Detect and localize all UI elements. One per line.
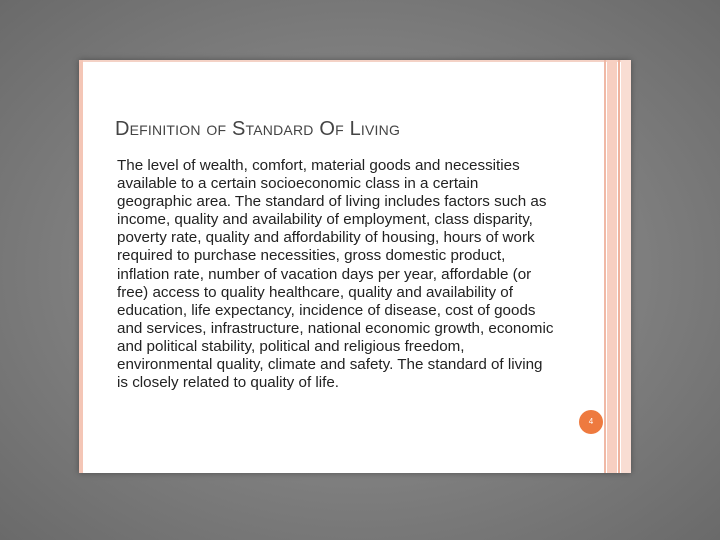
- slide: [79, 60, 631, 473]
- slide-body-text: The level of wealth, comfort, material goods and necessities available to a certain socioeconomic class in a certain geographic area. The standard of living includes factors such as income, quality and availability of employment, class disparity, poverty rate, quality and affordability of housing, hours of work required to purchase necessities, gross domestic product, inflation rate, number of vacation days per year, affordable (or free) access to quality healthcare, quality and availability of education, life expectancy, incidence of disease, cost of goods and services, infrastructure, national economic growth, economic and political stability, political and religious freedom, environmental quality, climate and safety. The standard of living is closely related to quality of life.: [117, 157, 554, 392]
- slide-left-border: [79, 60, 83, 473]
- slide-top-border: [79, 60, 631, 62]
- decorative-band: [621, 60, 631, 473]
- decorative-band: [618, 60, 620, 473]
- decorative-band: [607, 60, 617, 473]
- slide-title: Definition of Standard Of Living: [115, 118, 401, 140]
- decorative-band: [604, 60, 606, 473]
- page-number-badge: 4: [579, 410, 603, 434]
